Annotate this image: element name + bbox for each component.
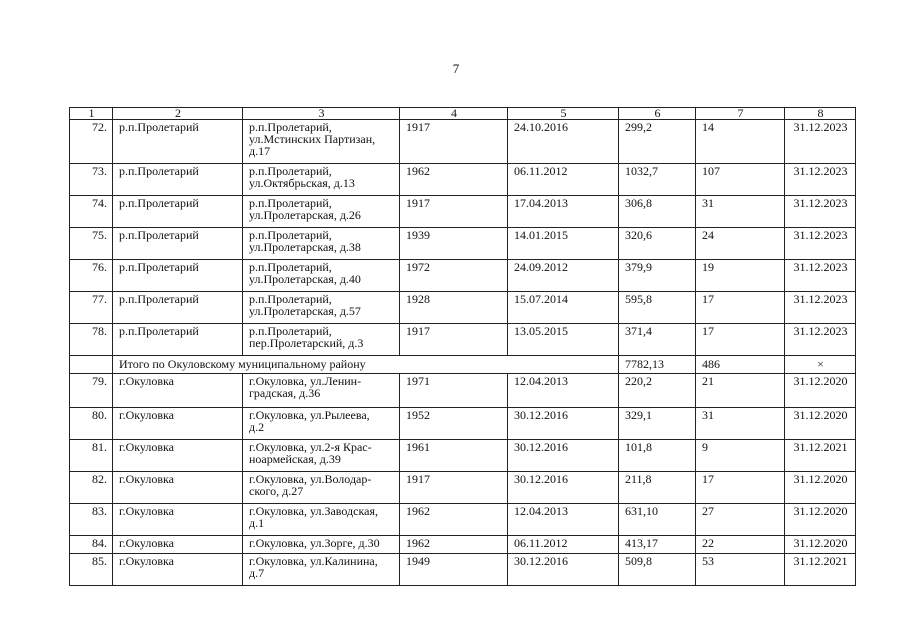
- table-row: [70, 196, 856, 228]
- address-line: г.Окуловка, ул.Рылеева,: [249, 408, 370, 422]
- settlement-name: р.п.Пролетарий: [113, 164, 243, 196]
- address-line: р.п.Пролетарий,: [249, 196, 332, 210]
- column-number-row: [70, 108, 856, 120]
- address-line: ского, д.27: [249, 484, 304, 498]
- residents-count: 31: [696, 196, 785, 228]
- address-line: г.Окуловка, ул.Зорге, д.30: [249, 536, 380, 550]
- address-line: г.Окуловка, ул.Калинина,: [249, 554, 378, 568]
- column-number: 3: [243, 108, 400, 120]
- address-line: ноармейская, д.39: [249, 452, 341, 466]
- row-number: 79.: [70, 374, 113, 408]
- year-built: 1962: [400, 536, 508, 554]
- address-cell: [243, 554, 400, 586]
- address-line: р.п.Пролетарий,: [249, 260, 332, 274]
- address-line: г.Окуловка, ул.Ленин-: [249, 374, 362, 388]
- year-built: 1971: [400, 374, 508, 408]
- settlement-name: г.Окуловка: [113, 504, 243, 536]
- area-value: 220,2: [619, 374, 696, 408]
- deadline-date: 31.12.2020: [785, 472, 856, 504]
- total-row: [70, 356, 856, 374]
- address-cell: [243, 196, 400, 228]
- column-number: 7: [696, 108, 785, 120]
- row-number: 83.: [70, 504, 113, 536]
- inspection-date: 13.05.2015: [508, 324, 619, 356]
- residents-count: 53: [696, 554, 785, 586]
- address-line: д.1: [249, 516, 265, 530]
- year-built: 1917: [400, 120, 508, 164]
- page-number: 7: [452, 61, 460, 76]
- year-built: 1952: [400, 408, 508, 440]
- area-value: 413,17: [619, 536, 696, 554]
- row-number: 76.: [70, 260, 113, 292]
- settlement-name: р.п.Пролетарий: [113, 196, 243, 228]
- address-line: ул.Октябрьская, д.13: [249, 176, 355, 190]
- residents-count: 19: [696, 260, 785, 292]
- inspection-date: 24.10.2016: [508, 120, 619, 164]
- address-cell: [243, 504, 400, 536]
- address-line: г.Окуловка, ул.Володар-: [249, 472, 372, 486]
- area-value: 211,8: [619, 472, 696, 504]
- year-built: 1962: [400, 504, 508, 536]
- address-line: пер.Пролетарский, д.3: [249, 336, 364, 350]
- area-value: 101,8: [619, 440, 696, 472]
- area-value: 595,8: [619, 292, 696, 324]
- inspection-date: 15.07.2014: [508, 292, 619, 324]
- row-number: 80.: [70, 408, 113, 440]
- year-built: 1917: [400, 472, 508, 504]
- table-body: [70, 108, 856, 586]
- deadline-date: 31.12.2023: [785, 228, 856, 260]
- column-number: 6: [619, 108, 696, 120]
- residents-count: 17: [696, 324, 785, 356]
- table-row: [70, 408, 856, 440]
- row-number: 72.: [70, 120, 113, 164]
- year-built: 1939: [400, 228, 508, 260]
- address-cell: [243, 374, 400, 408]
- table-row: [70, 164, 856, 196]
- year-built: 1917: [400, 324, 508, 356]
- row-number: 81.: [70, 440, 113, 472]
- residents-count: 21: [696, 374, 785, 408]
- table-row: [70, 260, 856, 292]
- total-deadline: ×: [785, 356, 856, 374]
- address-line: ул.Мстинских Партизан,: [249, 132, 376, 146]
- inspection-date: 24.09.2012: [508, 260, 619, 292]
- residents-count: 107: [696, 164, 785, 196]
- settlement-name: р.п.Пролетарий: [113, 324, 243, 356]
- settlement-name: г.Окуловка: [113, 440, 243, 472]
- address-cell: [243, 260, 400, 292]
- total-count: 486: [696, 356, 785, 374]
- address-line: р.п.Пролетарий,: [249, 164, 332, 178]
- area-value: 299,2: [619, 120, 696, 164]
- table-row: [70, 554, 856, 586]
- table-row: [70, 536, 856, 554]
- address-line: г.Окуловка, ул.2-я Крас-: [249, 440, 372, 454]
- inspection-date: 30.12.2016: [508, 440, 619, 472]
- deadline-date: 31.12.2023: [785, 164, 856, 196]
- row-number: 73.: [70, 164, 113, 196]
- year-built: 1962: [400, 164, 508, 196]
- year-built: 1972: [400, 260, 508, 292]
- address-line: ул.Пролетарская, д.38: [249, 240, 361, 254]
- deadline-date: 31.12.2020: [785, 536, 856, 554]
- deadline-date: 31.12.2021: [785, 440, 856, 472]
- settlement-name: г.Окуловка: [113, 374, 243, 408]
- address-line: г.Окуловка, ул.Заводская,: [249, 504, 378, 518]
- area-value: 1032,7: [619, 164, 696, 196]
- settlement-name: г.Окуловка: [113, 536, 243, 554]
- year-built: 1949: [400, 554, 508, 586]
- inspection-date: 12.04.2013: [508, 504, 619, 536]
- address-line: д.2: [249, 420, 265, 434]
- row-number: 85.: [70, 554, 113, 586]
- address-line: р.п.Пролетарий,: [249, 292, 332, 306]
- column-number: 1: [70, 108, 113, 120]
- deadline-date: 31.12.2023: [785, 120, 856, 164]
- residents-count: 17: [696, 292, 785, 324]
- deadline-date: 31.12.2020: [785, 408, 856, 440]
- inspection-date: 30.12.2016: [508, 554, 619, 586]
- column-number: 4: [400, 108, 508, 120]
- inspection-date: 06.11.2012: [508, 536, 619, 554]
- row-number: 75.: [70, 228, 113, 260]
- year-built: 1928: [400, 292, 508, 324]
- housing-registry-table: [69, 107, 856, 586]
- column-number: 8: [785, 108, 856, 120]
- table-row: [70, 120, 856, 164]
- address-cell: [243, 228, 400, 260]
- address-line: р.п.Пролетарий,: [249, 324, 332, 338]
- residents-count: 22: [696, 536, 785, 554]
- area-value: 320,6: [619, 228, 696, 260]
- row-number: 77.: [70, 292, 113, 324]
- table-row: [70, 228, 856, 260]
- deadline-date: 31.12.2020: [785, 504, 856, 536]
- inspection-date: 30.12.2016: [508, 472, 619, 504]
- address-cell: [243, 120, 400, 164]
- row-number: 82.: [70, 472, 113, 504]
- residents-count: 27: [696, 504, 785, 536]
- area-value: 379,9: [619, 260, 696, 292]
- row-number: 78.: [70, 324, 113, 356]
- table-row: [70, 472, 856, 504]
- address-cell: [243, 408, 400, 440]
- deadline-date: 31.12.2021: [785, 554, 856, 586]
- address-line: д.17: [249, 144, 271, 158]
- settlement-name: р.п.Пролетарий: [113, 292, 243, 324]
- address-cell: [243, 536, 400, 554]
- address-line: ул.Пролетарская, д.57: [249, 304, 361, 318]
- settlement-name: р.п.Пролетарий: [113, 228, 243, 260]
- area-value: 631,10: [619, 504, 696, 536]
- settlement-name: г.Окуловка: [113, 554, 243, 586]
- table-row: [70, 374, 856, 408]
- address-cell: [243, 440, 400, 472]
- settlement-name: р.п.Пролетарий: [113, 120, 243, 164]
- area-value: 371,4: [619, 324, 696, 356]
- area-value: 329,1: [619, 408, 696, 440]
- inspection-date: 06.11.2012: [508, 164, 619, 196]
- address-line: ул.Пролетарская, д.40: [249, 272, 361, 286]
- area-value: 306,8: [619, 196, 696, 228]
- address-line: р.п.Пролетарий,: [249, 120, 332, 134]
- table-row: [70, 440, 856, 472]
- address-line: ул.Пролетарская, д.26: [249, 208, 361, 222]
- settlement-name: г.Окуловка: [113, 408, 243, 440]
- deadline-date: 31.12.2020: [785, 374, 856, 408]
- address-line: д.7: [249, 566, 265, 580]
- inspection-date: 17.04.2013: [508, 196, 619, 228]
- residents-count: 9: [696, 440, 785, 472]
- table-row: [70, 324, 856, 356]
- address-line: градская, д.36: [249, 386, 321, 400]
- inspection-date: 30.12.2016: [508, 408, 619, 440]
- address-cell: [243, 472, 400, 504]
- year-built: 1917: [400, 196, 508, 228]
- inspection-date: 14.01.2015: [508, 228, 619, 260]
- address-line: р.п.Пролетарий,: [249, 228, 332, 242]
- inspection-date: 12.04.2013: [508, 374, 619, 408]
- deadline-date: 31.12.2023: [785, 324, 856, 356]
- residents-count: 17: [696, 472, 785, 504]
- address-cell: [243, 164, 400, 196]
- total-area: 7782,13: [619, 356, 696, 374]
- address-cell: [243, 324, 400, 356]
- deadline-date: 31.12.2023: [785, 196, 856, 228]
- column-number: 5: [508, 108, 619, 120]
- total-label: Итого по Окуловскому муниципальному району: [113, 356, 619, 374]
- residents-count: 31: [696, 408, 785, 440]
- address-cell: [243, 292, 400, 324]
- area-value: 509,8: [619, 554, 696, 586]
- residents-count: 14: [696, 120, 785, 164]
- table-row: [70, 292, 856, 324]
- row-number: 84.: [70, 536, 113, 554]
- table-row: [70, 504, 856, 536]
- settlement-name: р.п.Пролетарий: [113, 260, 243, 292]
- settlement-name: г.Окуловка: [113, 472, 243, 504]
- column-number: 2: [113, 108, 243, 120]
- deadline-date: 31.12.2023: [785, 292, 856, 324]
- deadline-date: 31.12.2023: [785, 260, 856, 292]
- residents-count: 24: [696, 228, 785, 260]
- year-built: 1961: [400, 440, 508, 472]
- row-number: 74.: [70, 196, 113, 228]
- total-empty-cell: [70, 356, 113, 374]
